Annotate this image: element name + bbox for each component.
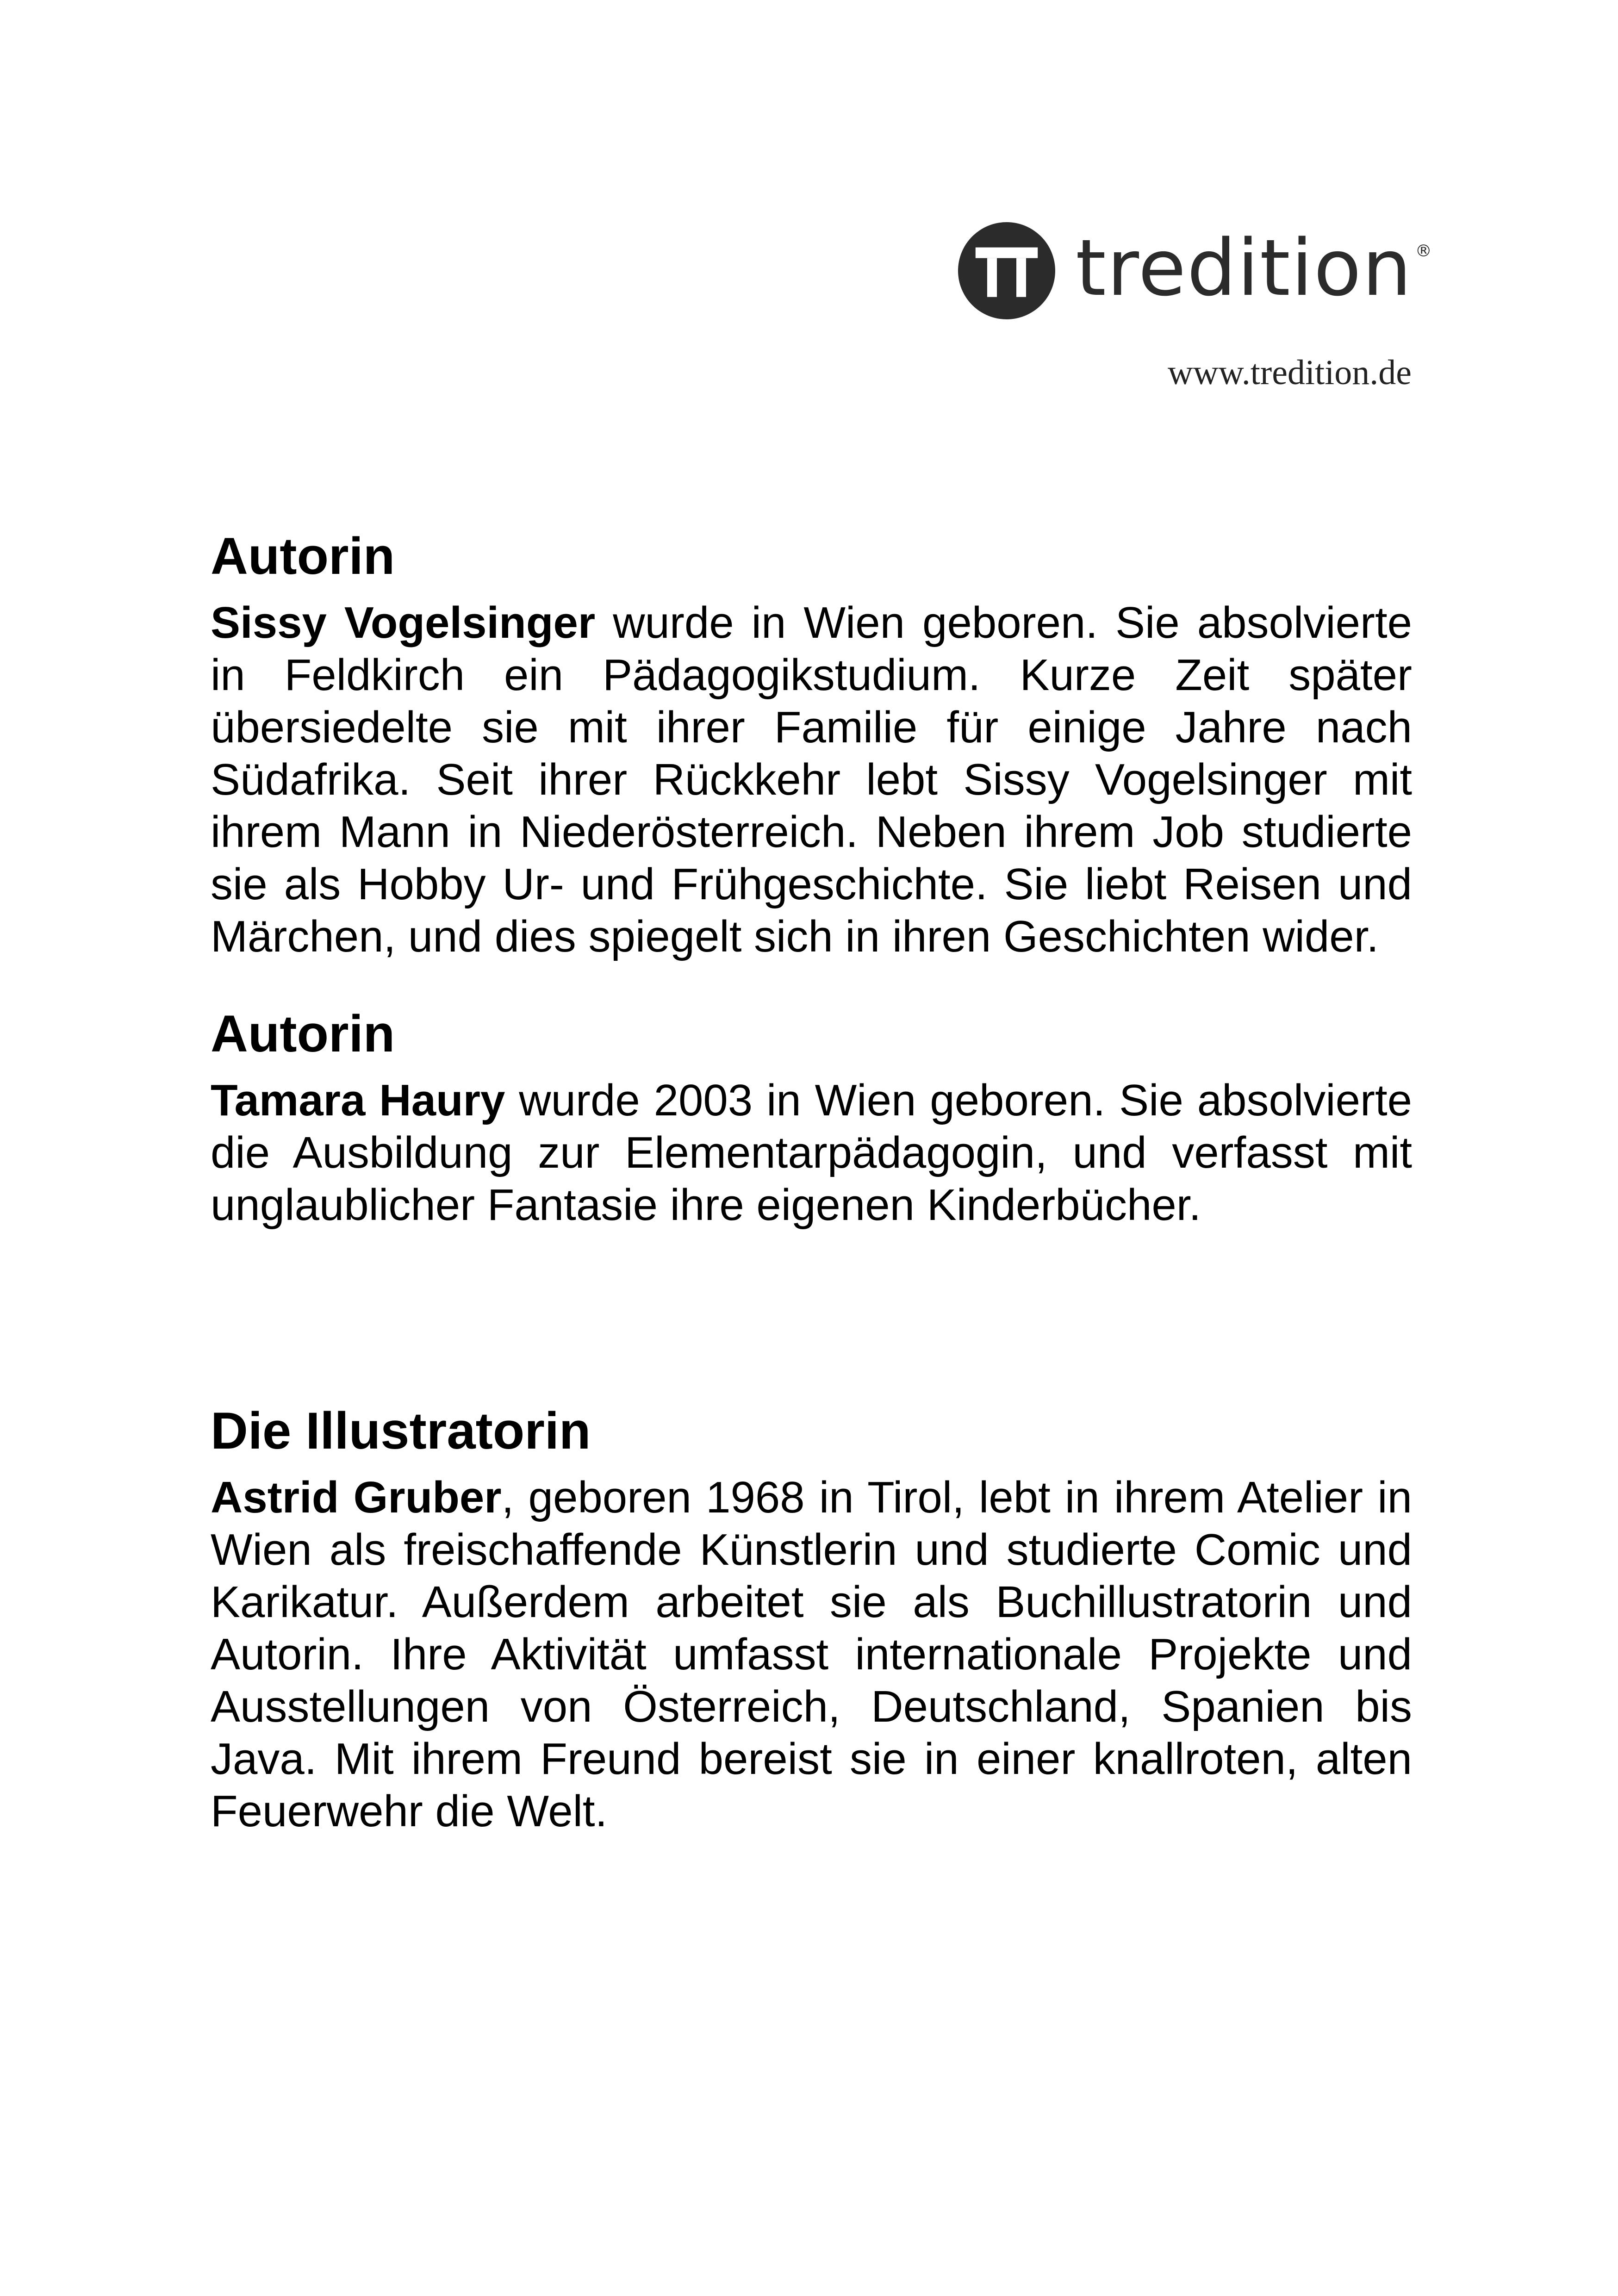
person-name: Sissy Vogelsinger	[211, 598, 596, 648]
section-heading: Die Illustratorin	[211, 1402, 591, 1460]
illustrator-bio	[211, 1471, 1412, 1837]
section-heading: Autorin	[211, 527, 395, 585]
bio-text: , geboren 1968 in Tirol, lebt in ihrem Atelier in Wien als freischaffende Künstlerin und studierte Comic und Karikatur. Außerdem arbeitet sie als Buchillustratorin und Autorin. Ihre Aktivität umfasst internationale Projekte und Ausstellungen von Österreich, Deutschland, Spanien bis Java. Mit ihrem Freund bereist sie in einer knallroten, alten Feuerwehr die Welt.	[211, 1473, 1413, 1836]
author-section-2	[211, 1005, 1412, 1231]
bio-text: wurde in Wien geboren. Sie absolvierte in Feldkirch ein Pädagogikstudium. Kurze Zeit später übersiedelte sie mit ihrer Familie für einige Jahre nach Südafrika. Seit ihrer Rückkehr lebt Sissy Vogelsinger mit ihrem Mann in Niederösterreich. Neben ihrem Job studierte sie als Hobby Ur- und Frühgeschichte. Sie liebt Reisen und Märchen, und dies spiegelt sich in ihren Geschichten wider.	[211, 598, 1412, 962]
tredition-logo-icon	[958, 222, 1055, 319]
publisher-logo	[958, 218, 1432, 324]
section-heading: Autorin	[211, 1005, 395, 1063]
logo-wordmark: tredition	[1076, 223, 1413, 313]
author-section-1	[211, 528, 1412, 963]
registered-mark: ®	[1415, 242, 1432, 261]
author-bio	[211, 597, 1412, 963]
person-name: Astrid Gruber	[211, 1473, 502, 1523]
bio-text: wurde 2003 in Wien geboren. Sie absolvierte die Ausbildung zur Elementarpädagogin, und verfasst mit unglaublicher Fantasie ihre eigenen Kinderbücher.	[211, 1076, 1413, 1230]
author-bio	[211, 1074, 1412, 1231]
publisher-website: www.tredition.de	[1168, 353, 1412, 392]
illustrator-section	[211, 1402, 1412, 1837]
person-name: Tamara Haury	[211, 1076, 505, 1126]
